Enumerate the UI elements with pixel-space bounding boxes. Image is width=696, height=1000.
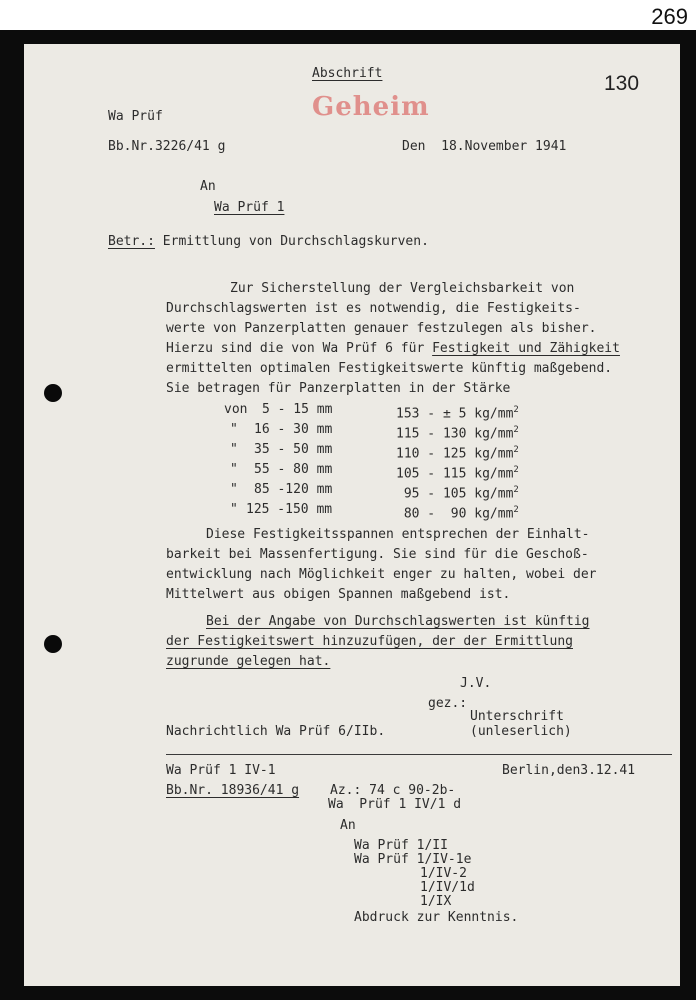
row-value: 110 - 125 $kg/mm^2$ <box>396 445 519 462</box>
row-value: 80 - 90 $kg/mm^2$ <box>396 505 519 522</box>
row-range: 125 -150 mm <box>246 502 333 517</box>
signature-unleserlich: (unleserlich) <box>470 724 572 739</box>
recipient-name: Wa Prüf 1 <box>214 200 285 215</box>
subject-label: Betr.: <box>108 234 155 249</box>
distribution-item: Wa Prüf 1/IV-1e <box>354 852 472 867</box>
paper-sheet <box>24 44 680 986</box>
para1-line: ermittelten optimalen Festigkeitswerte künftig maßgebend. <box>166 361 613 376</box>
subject-line <box>108 234 429 250</box>
row-prefix: " <box>230 462 238 477</box>
page-number: 130 <box>604 72 640 95</box>
letter-date: Den 18.November 1941 <box>402 139 567 154</box>
para2-line: Mittelwert aus obigen Spannen maßgebend ist. <box>166 587 511 602</box>
para1-line: werte von Panzerplatten genauer festzulegen als bisher. <box>166 321 597 336</box>
row-range: 85 -120 mm <box>254 482 333 497</box>
para2-line: entwicklung nach Möglichkeit enger zu halten, wobei der <box>166 567 597 582</box>
cc-line: Nachrichtlich Wa Prüf 6/IIb. <box>166 724 386 739</box>
frame-number: 269 <box>651 4 688 29</box>
row-value: 115 - 130 $kg/mm^2$ <box>396 425 519 442</box>
recipient-to: An <box>200 179 216 194</box>
distribution-item: 1/IV/1d <box>420 880 475 895</box>
distribution-item: Wa Prüf 1/II <box>354 838 448 853</box>
punch-hole-icon <box>44 635 62 653</box>
signature-gez: gez.: <box>428 696 468 711</box>
sender: Wa Prüf <box>108 109 163 124</box>
row-prefix: " <box>230 442 238 457</box>
footer-an: An <box>340 818 356 833</box>
punch-hole-icon <box>44 384 62 402</box>
footer-az2: Wa Prüf 1 IV/1 d <box>328 797 462 812</box>
footer-ref: Bb.Nr. 18936/41 g <box>166 783 300 798</box>
row-range: 55 - 80 mm <box>254 462 333 477</box>
distribution-item: 1/IX <box>420 894 452 909</box>
footer-place-date: Berlin,den3.12.41 <box>502 763 636 778</box>
row-value: 153 - ± 5 $kg/mm^2$ <box>396 405 519 422</box>
row-range: 16 - 30 mm <box>254 422 333 437</box>
para1-line: Zur Sicherstellung der Vergleichsbarkeit von <box>230 281 575 296</box>
row-range: 5 - 15 mm <box>262 402 333 417</box>
distribution-item: 1/IV-2 <box>420 866 467 881</box>
para1-emphasis: Festigkeit und Zähigkeit <box>432 341 620 356</box>
para1-line: Sie betragen für Panzerplatten in der Stärke <box>166 381 511 396</box>
footer-az: Az.: 74 c 90-2b- <box>330 783 456 798</box>
reference-number: Bb.Nr.3226/41 g <box>108 139 226 154</box>
para3-line: Bei der Angabe von Durchschlagswerten ist künftig <box>206 614 590 629</box>
row-range: 35 - 50 mm <box>254 442 333 457</box>
footer-office: Wa Prüf 1 IV-1 <box>166 763 276 778</box>
footer-note: Abdruck zur Kenntnis. <box>354 910 519 925</box>
row-prefix: " <box>230 422 238 437</box>
row-value: 95 - 105 $kg/mm^2$ <box>396 485 519 502</box>
para1-line <box>166 341 620 357</box>
para3-line: der Festigkeitswert hinzuzufügen, der der Ermittlung <box>166 634 573 649</box>
separator-line <box>166 754 672 755</box>
row-prefix: von <box>224 402 248 417</box>
para1-text: Hierzu sind die von Wa Prüf 6 für <box>166 341 425 356</box>
para2-line: Diese Festigkeitsspannen entsprechen der Einhalt- <box>206 527 590 542</box>
secret-stamp: Geheim <box>312 92 430 122</box>
signature-jv: J.V. <box>460 676 492 691</box>
row-prefix: " <box>230 502 238 517</box>
para1-line: Durchschlagswerten ist es notwendig, die Festigkeits- <box>166 301 581 316</box>
para3-line: zugrunde gelegen hat. <box>166 654 331 669</box>
row-prefix: " <box>230 482 238 497</box>
subject-text: Ermittlung von Durchschlagskurven. <box>162 234 429 249</box>
row-value: 105 - 115 $kg/mm^2$ <box>396 465 519 482</box>
signature-unterschrift: Unterschrift <box>470 709 564 724</box>
frame-top <box>0 0 696 30</box>
para2-line: barkeit bei Massenfertigung. Sie sind für die Geschoß- <box>166 547 589 562</box>
copy-label: Abschrift <box>312 66 383 81</box>
